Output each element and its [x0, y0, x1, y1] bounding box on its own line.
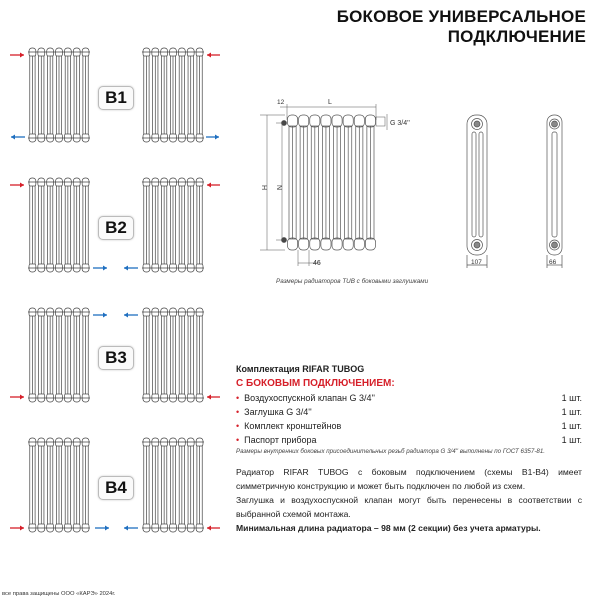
supply-arrow-icon: [10, 183, 24, 188]
scheme-label-b3: B3: [98, 346, 134, 370]
return-arrow-icon: [11, 135, 25, 140]
dim-107: 107: [471, 259, 482, 266]
supply-arrow-icon: [207, 526, 220, 531]
kit-item-qty: 1 шт.: [561, 407, 582, 417]
supply-arrow-icon: [10, 526, 24, 531]
radiator-side-view-3-column: [467, 115, 487, 268]
return-arrow-icon: [124, 313, 138, 318]
bullet-icon: •: [236, 407, 240, 417]
radiator-front-view: [282, 115, 376, 250]
radiator-icon: [28, 438, 90, 532]
supply-arrow-icon: [207, 183, 220, 188]
radiator-icon: [142, 308, 204, 402]
page-title-line1: БОКОВОЕ УНИВЕРСАЛЬНОЕ: [336, 7, 586, 26]
radiator-icon: [28, 308, 90, 402]
kit-item: [236, 407, 582, 417]
kit-heading: Комплектация RIFAR TUBOG: [236, 364, 365, 374]
radiator-side-view-2-column: [547, 115, 562, 268]
description-p2: Заглушка и воздухоспускной клапан могут быть перенесены в соответствии с выбранной схемой монтажа.: [236, 495, 582, 519]
scheme-label-b4: B4: [98, 476, 134, 500]
dim-12: 12: [277, 99, 285, 106]
drawing-caption: Размеры радиаторов TUB с боковыми заглушками: [276, 278, 429, 285]
scheme-label-b1: B1: [98, 86, 134, 110]
kit-subheading: С БОКОВЫМ ПОДКЛЮЧЕНИЕМ:: [236, 378, 395, 389]
kit-item-name: Комплект кронштейнов: [244, 421, 342, 431]
dim-66: 66: [549, 259, 557, 266]
copyright-footer: все права защищены ООО «КАРЭ» 2024г.: [2, 591, 116, 597]
kit-item-name: Заглушка G 3/4'': [244, 407, 312, 417]
page-title-line2: ПОДКЛЮЧЕНИЕ: [447, 27, 586, 46]
supply-arrow-icon: [207, 395, 220, 400]
bullet-icon: •: [236, 421, 240, 431]
radiator-icon: [28, 178, 90, 272]
return-arrow-icon: [93, 313, 107, 318]
kit-item: [236, 435, 582, 445]
radiator-icon: [142, 48, 204, 142]
supply-arrow-icon: [10, 53, 24, 58]
kit-note: Размеры внутренних боковых присоединительных резьб радиатора G 3/4'' выполнены по ГОСТ 6357-81.: [236, 448, 545, 455]
description: [236, 465, 582, 535]
dim-l: L: [328, 99, 332, 106]
thread-label: G 3/4'': [390, 120, 410, 127]
scheme-label-b2: B2: [98, 216, 134, 240]
kit-item-qty: 1 шт.: [561, 393, 582, 403]
kit-item-qty: 1 шт.: [561, 435, 582, 445]
return-arrow-icon: [206, 135, 219, 140]
supply-arrow-icon: [207, 53, 220, 58]
kit-item: [236, 421, 582, 431]
description-p1: Радиатор RIFAR TUBOG с боковым подключением (схемы B1-B4) имеет симметричную конструкцию и может быть подключен по любой из схем.: [236, 467, 582, 491]
radiator-icon: [28, 48, 90, 142]
return-arrow-icon: [95, 526, 109, 531]
technical-drawing: [240, 90, 600, 280]
bullet-icon: •: [236, 393, 240, 403]
kit-item-name: Паспорт прибора: [244, 435, 317, 445]
kit-item: [236, 393, 582, 403]
radiator-icon: [142, 178, 204, 272]
dim-46: 46: [313, 260, 321, 267]
return-arrow-icon: [124, 266, 138, 271]
bullet-icon: •: [236, 435, 240, 445]
dim-n: N: [275, 185, 282, 191]
kit-item-name: Воздухоспускной клапан G 3/4'': [244, 393, 375, 403]
radiator-icon: [142, 438, 204, 532]
return-arrow-icon: [93, 266, 107, 271]
description-p3: Минимальная длина радиатора – 98 мм (2 секции) без учета арматуры.: [236, 523, 541, 533]
kit-item-qty: 1 шт.: [561, 421, 582, 431]
supply-arrow-icon: [10, 395, 24, 400]
dim-h: H: [260, 185, 267, 191]
return-arrow-icon: [124, 526, 138, 531]
